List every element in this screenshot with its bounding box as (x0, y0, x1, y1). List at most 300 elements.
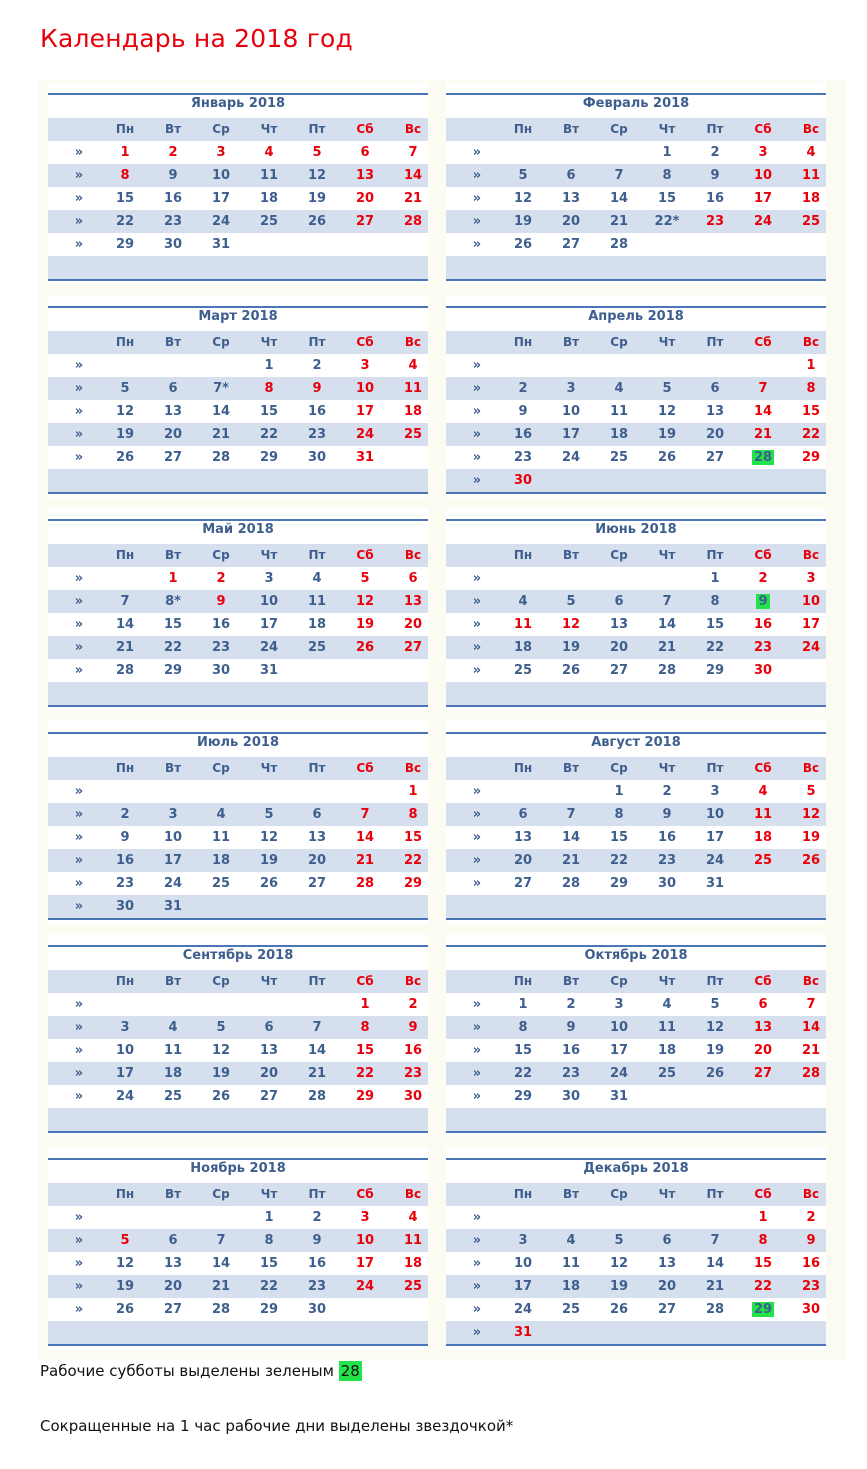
weekday-label: Ср (212, 335, 230, 349)
week-marker: » (472, 214, 482, 229)
holiday-day (343, 590, 387, 613)
week-row (446, 446, 826, 469)
day-number: 15 (355, 1043, 375, 1058)
day-number: 26 (115, 1302, 135, 1317)
day-cell (549, 1252, 593, 1275)
holiday-day (741, 377, 785, 400)
day-number: 29 (801, 450, 821, 465)
day-number: 10 (561, 404, 581, 419)
weekday-label: Чт (260, 548, 278, 562)
week-row (446, 567, 826, 590)
day-cell (693, 187, 737, 210)
holiday-day (343, 446, 387, 469)
month-title: Март 2018 (48, 306, 428, 328)
week-row (446, 1321, 826, 1344)
weekday-label: Пт (308, 974, 326, 988)
day-cell (103, 826, 147, 849)
day-number: 5 (614, 1233, 624, 1248)
weekday-label: Сб (356, 548, 374, 562)
day-number: 13 (403, 594, 423, 609)
week-row (446, 636, 826, 659)
day-cell (645, 141, 689, 164)
weekday-label: Вт (164, 122, 182, 136)
day-number: 24 (163, 876, 183, 891)
day-cell (693, 780, 737, 803)
day-number: 31 (513, 1325, 533, 1340)
holiday-day (391, 613, 435, 636)
weekday-label: Чт (658, 548, 676, 562)
day-number: 4 (518, 594, 528, 609)
month-block (48, 934, 428, 1137)
day-number: 7 (312, 1020, 322, 1035)
day-number: 16 (211, 617, 231, 632)
week-row (48, 377, 428, 400)
day-cell (151, 446, 195, 469)
day-number: 10 (753, 168, 773, 183)
day-cell (597, 659, 641, 682)
weekday-header-row (48, 544, 428, 567)
day-number: 7 (614, 168, 624, 183)
day-cell (247, 1275, 291, 1298)
day-cell (501, 826, 545, 849)
empty-week-row (48, 469, 428, 492)
day-number: 11 (561, 1256, 581, 1271)
holiday-day (391, 210, 435, 233)
week-marker: » (472, 1302, 482, 1317)
day-number: 10 (705, 807, 725, 822)
weekday-label: Вс (802, 548, 820, 562)
day-cell (103, 803, 147, 826)
day-number: 10 (513, 1256, 533, 1271)
day-cell (549, 187, 593, 210)
day-cell (247, 164, 291, 187)
weekday-label: Сб (754, 1187, 772, 1201)
weekday-label: Ср (212, 761, 230, 775)
weekday-header-row (48, 331, 428, 354)
day-cell (693, 1229, 737, 1252)
day-cell (549, 1062, 593, 1085)
day-cell (549, 164, 593, 187)
day-number: 30 (307, 1302, 327, 1317)
day-number: 24 (211, 214, 231, 229)
day-number: 31 (211, 237, 231, 252)
day-cell (199, 1062, 243, 1085)
day-number: 17 (115, 1066, 135, 1081)
holiday-day (789, 849, 833, 872)
month-block (446, 295, 826, 498)
day-cell (199, 423, 243, 446)
day-number: 20 (259, 1066, 279, 1081)
holiday-day (343, 567, 387, 590)
day-cell (645, 210, 689, 233)
day-number: 2 (806, 1210, 816, 1225)
week-row (48, 780, 428, 803)
holiday-day (789, 446, 833, 469)
day-number: 24 (259, 640, 279, 655)
day-number: 9 (518, 404, 528, 419)
day-number: 12 (801, 807, 821, 822)
day-cell (103, 895, 147, 918)
day-cell (549, 590, 593, 613)
day-number: 21 (115, 640, 135, 655)
day-number: 12 (355, 594, 375, 609)
week-row (446, 400, 826, 423)
day-number: 13 (163, 404, 183, 419)
week-row (48, 636, 428, 659)
month-title: Февраль 2018 (446, 93, 826, 115)
day-cell (645, 1229, 689, 1252)
holiday-day (741, 780, 785, 803)
weekday-label: Вс (802, 761, 820, 775)
day-number: 11 (801, 168, 821, 183)
day-number: 29 (115, 237, 135, 252)
day-number: 6 (566, 168, 576, 183)
day-cell (199, 636, 243, 659)
day-cell (645, 1252, 689, 1275)
weekday-label: Чт (260, 974, 278, 988)
day-number: 4 (216, 807, 226, 822)
weekday-label: Пт (308, 761, 326, 775)
holiday-day (391, 141, 435, 164)
day-number: 16 (115, 853, 135, 868)
day-cell (295, 400, 339, 423)
day-number: 20 (561, 214, 581, 229)
day-number: 11 (307, 594, 327, 609)
day-number: 5 (312, 145, 322, 160)
day-cell (501, 993, 545, 1016)
day-cell (295, 423, 339, 446)
day-cell (597, 1016, 641, 1039)
week-row (48, 400, 428, 423)
week-row (446, 780, 826, 803)
holiday-day (391, 1039, 435, 1062)
day-number: 25 (561, 1302, 581, 1317)
week-row (446, 1206, 826, 1229)
day-number: 30 (163, 237, 183, 252)
holiday-day (741, 1275, 785, 1298)
empty-week-row (48, 682, 428, 705)
day-number: 15 (259, 404, 279, 419)
day-number: 13 (657, 1256, 677, 1271)
day-number: 14 (211, 404, 231, 419)
day-number: 21 (307, 1066, 327, 1081)
day-number: 15 (403, 830, 423, 845)
day-number: 2 (168, 145, 178, 160)
day-number: 15 (801, 404, 821, 419)
week-marker: » (74, 1020, 84, 1035)
day-cell (645, 993, 689, 1016)
day-cell (693, 803, 737, 826)
day-number: 22 (259, 1279, 279, 1294)
day-number: 22 (163, 640, 183, 655)
day-cell (295, 446, 339, 469)
week-marker: » (74, 168, 84, 183)
month-block (48, 721, 428, 924)
day-cell (247, 400, 291, 423)
day-number: 14 (307, 1043, 327, 1058)
day-cell (103, 377, 147, 400)
weekday-label: Вс (404, 761, 422, 775)
day-cell (151, 872, 195, 895)
day-number: 5 (662, 381, 672, 396)
day-number: 11 (753, 807, 773, 822)
day-number: 29 (259, 1302, 279, 1317)
day-cell (103, 1252, 147, 1275)
day-number: 24 (561, 450, 581, 465)
holiday-day (501, 469, 545, 492)
day-number: 5 (710, 997, 720, 1012)
week-row (48, 233, 428, 256)
day-number: 25 (259, 214, 279, 229)
weekday-header-row (48, 118, 428, 141)
day-cell (151, 1016, 195, 1039)
day-cell (199, 1275, 243, 1298)
week-marker: » (472, 1020, 482, 1035)
day-number: 6 (264, 1020, 274, 1035)
holiday-day (391, 803, 435, 826)
holiday-day (343, 1206, 387, 1229)
day-cell (549, 400, 593, 423)
day-number: 2 (312, 358, 322, 373)
weekday-header-row (446, 970, 826, 993)
day-number: 12 (561, 617, 581, 632)
day-cell (103, 187, 147, 210)
weekday-label: Чт (260, 335, 278, 349)
day-cell (199, 659, 243, 682)
day-cell (549, 1016, 593, 1039)
weekday-label: Сб (754, 548, 772, 562)
day-number: 16 (801, 1256, 821, 1271)
week-row (446, 1016, 826, 1039)
week-marker: » (74, 404, 84, 419)
day-cell (597, 780, 641, 803)
day-number: 20 (163, 1279, 183, 1294)
weekday-label: Пн (513, 548, 533, 562)
month-bottom-rule (48, 492, 428, 494)
weekday-label: Пн (513, 335, 533, 349)
day-number: 28 (355, 876, 375, 891)
month-block (48, 1147, 428, 1350)
day-cell (103, 423, 147, 446)
week-row (48, 1252, 428, 1275)
day-cell (295, 872, 339, 895)
day-number: 3 (710, 784, 720, 799)
week-row (48, 187, 428, 210)
day-number: 26 (115, 450, 135, 465)
day-number: 7 (216, 1233, 226, 1248)
weekday-label: Вс (802, 1187, 820, 1201)
day-number: 18 (753, 830, 773, 845)
day-number: 20 (307, 853, 327, 868)
holiday-day (789, 803, 833, 826)
day-number: 7* (213, 381, 229, 396)
day-cell (103, 446, 147, 469)
day-number: 30 (513, 473, 533, 488)
holiday-day (343, 354, 387, 377)
week-marker: » (74, 1043, 84, 1058)
week-row (446, 803, 826, 826)
day-number: 8 (120, 168, 130, 183)
day-number: 24 (801, 640, 821, 655)
month-bottom-rule (446, 918, 826, 920)
day-cell (295, 1298, 339, 1321)
day-cell (247, 423, 291, 446)
day-number: 15 (115, 191, 135, 206)
month-bottom-rule (446, 705, 826, 707)
week-marker: » (74, 1210, 84, 1225)
day-cell (501, 590, 545, 613)
month-title: Август 2018 (446, 732, 826, 754)
holiday-day (741, 826, 785, 849)
day-number: 19 (211, 1066, 231, 1081)
day-cell (295, 613, 339, 636)
day-cell (693, 849, 737, 872)
day-number: 12 (609, 1256, 629, 1271)
week-row (446, 826, 826, 849)
day-cell (549, 233, 593, 256)
day-cell (597, 1252, 641, 1275)
holiday-day (343, 872, 387, 895)
weekday-header-row (446, 331, 826, 354)
day-cell (151, 164, 195, 187)
day-cell (103, 849, 147, 872)
day-number: 1 (264, 1210, 274, 1225)
weekday-label: Чт (658, 974, 676, 988)
day-cell (549, 1229, 593, 1252)
day-number: 21 (211, 427, 231, 442)
day-cell (693, 1039, 737, 1062)
month-bottom-rule (48, 1344, 428, 1346)
day-cell (151, 423, 195, 446)
day-number: 9 (120, 830, 130, 845)
holiday-day (789, 164, 833, 187)
day-cell (597, 187, 641, 210)
day-cell (247, 826, 291, 849)
day-cell (151, 1275, 195, 1298)
week-row (48, 659, 428, 682)
day-number: 8* (165, 594, 181, 609)
day-cell (597, 1298, 641, 1321)
day-number: 2 (566, 997, 576, 1012)
day-cell (549, 993, 593, 1016)
day-number: 5 (120, 1233, 130, 1248)
month-block (48, 82, 428, 285)
holiday-day (789, 1252, 833, 1275)
day-cell (151, 1039, 195, 1062)
day-number: 23 (307, 1279, 327, 1294)
weekday-label: Ср (212, 1187, 230, 1201)
month-block (446, 721, 826, 924)
holiday-day (103, 164, 147, 187)
day-number: 4 (264, 145, 274, 160)
day-number: 24 (513, 1302, 533, 1317)
day-number: 22* (654, 214, 680, 229)
weekday-label: Сб (356, 761, 374, 775)
day-number: 23 (561, 1066, 581, 1081)
day-cell (549, 1039, 593, 1062)
week-marker: » (74, 358, 84, 373)
day-number: 7 (758, 381, 768, 396)
day-number: 1 (758, 1210, 768, 1225)
day-cell (549, 377, 593, 400)
day-number: 17 (355, 1256, 375, 1271)
day-number: 27 (163, 450, 183, 465)
week-row (446, 1039, 826, 1062)
day-cell (501, 872, 545, 895)
week-marker: » (472, 237, 482, 252)
holiday-day (343, 636, 387, 659)
month-title: Июнь 2018 (446, 519, 826, 541)
day-number: 2 (662, 784, 672, 799)
week-marker: » (74, 899, 84, 914)
day-number: 11 (163, 1043, 183, 1058)
day-cell (103, 1085, 147, 1108)
holiday-day (343, 423, 387, 446)
legend-working-saturdays (40, 1362, 362, 1380)
day-cell (549, 210, 593, 233)
holiday-day (295, 141, 339, 164)
weekday-label: Пт (308, 335, 326, 349)
week-row (48, 1062, 428, 1085)
weekday-label: Пн (115, 761, 135, 775)
weekday-label: Пт (308, 122, 326, 136)
month-title: Декабрь 2018 (446, 1158, 826, 1180)
day-cell (199, 187, 243, 210)
week-marker: » (472, 1043, 482, 1058)
day-cell (199, 400, 243, 423)
day-number: 10 (355, 1233, 375, 1248)
day-cell (295, 164, 339, 187)
day-cell (501, 636, 545, 659)
week-row (446, 590, 826, 613)
day-number: 6 (758, 997, 768, 1012)
day-cell (693, 993, 737, 1016)
day-cell (645, 613, 689, 636)
legend-short-days-text: Сокращенные на 1 час рабочие дни выделены звездочкой* (40, 1417, 514, 1435)
day-number: 21 (211, 1279, 231, 1294)
day-number: 3 (566, 381, 576, 396)
day-cell (693, 1275, 737, 1298)
day-cell (247, 803, 291, 826)
day-cell (693, 613, 737, 636)
weekday-label: Пн (115, 548, 135, 562)
day-cell (103, 590, 147, 613)
day-cell (295, 1039, 339, 1062)
day-number: 11 (609, 404, 629, 419)
day-cell (645, 826, 689, 849)
week-marker: » (74, 1279, 84, 1294)
day-number: 17 (259, 617, 279, 632)
day-number: 21 (801, 1043, 821, 1058)
holiday-day (391, 187, 435, 210)
day-cell (199, 1252, 243, 1275)
day-number: 9 (806, 1233, 816, 1248)
day-cell (549, 659, 593, 682)
holiday-day (343, 1016, 387, 1039)
weekday-label: Пт (308, 548, 326, 562)
weekday-header-row (446, 757, 826, 780)
week-row (48, 164, 428, 187)
day-cell (597, 613, 641, 636)
day-number: 1 (408, 784, 418, 799)
day-number: 22 (403, 853, 423, 868)
day-number: 6 (168, 381, 178, 396)
day-number: 1 (120, 145, 130, 160)
month-bottom-rule (446, 492, 826, 494)
week-marker: » (472, 1256, 482, 1271)
day-number: 21 (561, 853, 581, 868)
day-cell (103, 1039, 147, 1062)
